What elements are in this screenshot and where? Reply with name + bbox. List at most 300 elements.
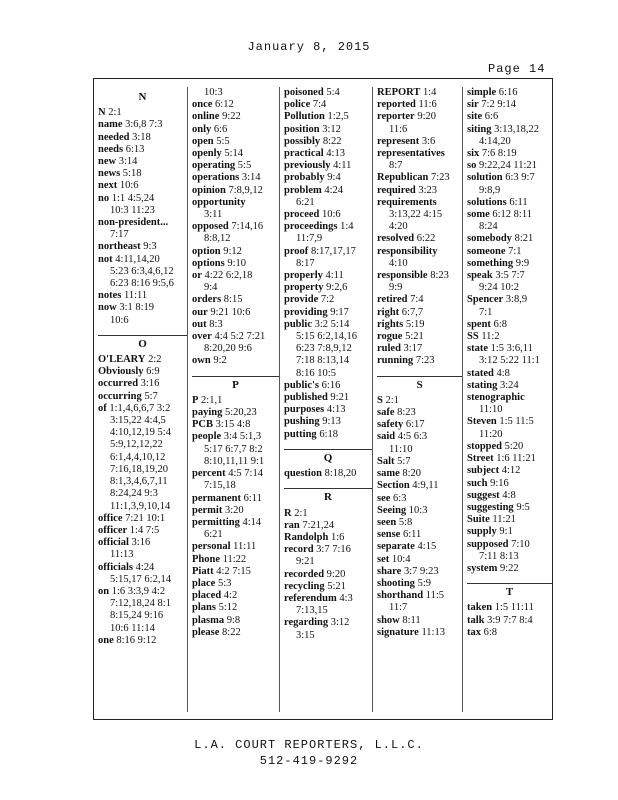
entry-word: Spencer [467,294,504,306]
entry-refs: 11:2 [481,331,500,343]
entry-refs: 2:1 [294,507,308,519]
word-index-box [93,78,553,720]
entry-continuation: 4:10,12,19 5:4 [110,427,171,439]
entry-refs: 1:4 [423,87,437,98]
index-entry [467,602,552,614]
entry-refs: 6:16 [498,87,518,98]
entry-refs: 6:6 [213,123,228,135]
entry-refs: 4:2 7:15 [216,565,251,577]
entry-refs: 5:21 [327,580,346,592]
index-entry [377,355,462,367]
entry-word: putting [284,428,317,440]
entry-refs: 11:13 [421,626,445,638]
index-entry [284,468,372,480]
entry-refs: 6:16 [321,379,341,391]
entry-word: orders [192,294,222,306]
entry-refs: 10:4 [391,553,411,565]
entry-continuation: 10:6 [110,314,129,326]
entry-word: regarding [284,617,329,629]
entry-refs: 2:2 [148,354,162,366]
entry-word: poisoned [284,87,324,98]
entry-refs: 4:5 7:14 [228,468,263,480]
index-entry [377,319,462,331]
entry-refs: 4:2 [223,590,238,602]
entry-word: plasma [192,614,225,626]
index-entry [98,156,187,168]
entry-word: one [98,634,114,646]
index-entry [467,111,552,123]
index-entry [467,627,552,639]
entry-word: place [192,577,216,589]
entry-word: stopped [467,440,503,452]
entry-refs: 7:4 [410,294,424,306]
entry-refs: 8:22 [222,626,241,638]
index-entry [467,160,552,172]
index-entry [192,172,279,184]
entry-word: spent [467,318,491,330]
entry-continuation: 7:13,15 [296,605,328,617]
entry-word: right [377,306,400,318]
entry-word: officer [98,524,128,536]
index-entry [467,380,552,392]
entry-word: Salt [377,455,395,467]
entry-continuation: 3:15,22 4:4,5 [110,415,166,427]
entry-refs: 3:14 [118,156,138,168]
entry-refs: 11:11 [123,290,148,302]
entry-continuation: 6:23 8:16 9:5,6 [110,278,174,290]
entry-word: property [284,282,324,294]
entry-refs: 8:23 [430,270,449,282]
entry-refs: 6:11 [243,492,262,504]
entry-word: speak [467,270,493,282]
index-entry [98,254,187,266]
entry-refs: 7:21,24 [302,519,335,531]
index-entry [467,99,552,111]
entry-refs: 3:8,9 [505,294,528,306]
entry-word: solution [467,172,503,184]
entry-word: permit [192,504,223,516]
entry-refs: 3:17 [403,343,423,355]
entry-word: police [284,99,311,111]
entry-word: published [284,392,328,404]
entry-refs: 9:8 [226,614,241,626]
entry-word: Randolph [284,531,329,543]
entry-continuation: 3:11 [204,209,223,221]
entry-word: O'LEARY [98,354,146,366]
index-entry [284,520,372,532]
entry-word: shorthand [377,590,424,602]
entry-refs: 10:3 [408,504,428,516]
entry-word: siting [467,123,492,135]
entry-refs: 4:5 6:3 [397,431,428,443]
entry-continuation: 8:8,12 [204,233,231,245]
entry-refs: 11:11 [233,541,257,553]
entry-word: tax [467,626,481,638]
entry-word: plans [192,602,216,614]
entry-refs: 1:5 11:11 [494,602,534,614]
index-entry [98,635,187,647]
entry-continuation: 8:17 [296,257,315,269]
entry-refs: 5:19 [405,318,425,330]
entry-word: Seeing [377,504,407,516]
entry-refs: 7:2 [320,294,335,306]
entry-word: northeast [98,241,141,253]
index-entry [98,241,187,253]
index-entry [192,136,279,148]
entry-word: rogue [377,331,403,343]
entry-refs: 9:9 [515,257,530,269]
entry-word: provide [284,294,319,306]
entry-word: R [284,507,292,519]
entry-word: proceed [284,209,320,221]
index-entry [377,468,462,480]
index-column-5 [462,87,552,712]
entry-refs: 5:18 [122,168,142,180]
entry-refs: 1:2,5 [327,111,349,123]
entry-refs: 7:14,16 [231,221,264,233]
entry-word: probably [284,172,325,184]
entry-refs: 7:8,9,12 [228,184,263,196]
entry-refs: 4:13 [326,148,345,160]
entry-refs: 9:17 [330,306,349,318]
entry-word: providing [284,306,328,318]
entry-word: stated [467,367,494,379]
index-entry [192,566,279,578]
entry-refs: 7:6 8:19 [481,148,517,160]
footer-company: L.A. COURT REPORTERS, L.L.C. [194,738,424,752]
index-entry [467,233,552,245]
entry-word: Pollution [284,111,325,123]
index-entry [467,539,552,551]
entry-word: news [98,168,121,180]
index-entry [377,493,462,505]
entry-refs: 4:8 [502,489,516,501]
index-entry [98,302,187,314]
index-entry [192,615,279,627]
entry-word: needs [98,143,124,155]
index-entry [98,366,187,378]
entry-word: reported [377,99,416,111]
index-entry [284,508,372,520]
index-entry [377,505,462,517]
entry-word: on [98,585,110,597]
index-entry [192,160,279,172]
entry-word: opportunity [192,196,246,208]
index-entry [192,258,279,270]
entry-word: somebody [467,233,512,245]
index-entry [467,148,552,160]
index-entry [98,290,187,302]
entry-refs: 4:13 [326,404,346,416]
entry-word: same [377,468,400,480]
entry-word: Street [467,453,494,465]
index-entry [377,566,462,578]
entry-word: opinion [192,184,226,196]
index-entry [98,378,187,390]
entry-refs: 1:6 3:3,9 4:2 [111,585,166,597]
entry-continuation: 6:21 [296,196,315,208]
entry-refs: 7:21 10:1 [125,512,166,524]
entry-word: recycling [284,580,325,592]
entry-continuation: 11:10 [389,443,413,455]
index-entry [467,416,552,428]
entry-continuation: 7:11 8:13 [479,550,519,562]
entry-word: people [192,431,222,443]
entry-refs: 5:14 [224,148,244,160]
index-entry [377,517,462,529]
entry-refs: 5:20 [504,440,524,452]
entry-word: taken [467,602,493,614]
index-entry [284,282,372,294]
entry-word: system [467,562,498,574]
entry-refs: 4:12 [501,465,521,477]
entry-continuation: 11:6 [389,123,408,135]
entry-refs: 5:5 [237,160,252,172]
entry-refs: 3:23 [418,184,437,196]
index-entry [377,233,462,245]
index-entry [377,627,462,639]
entry-continuation: 11:7 [389,602,408,614]
index-entry [192,505,279,517]
entry-word: placed [192,590,222,602]
entry-word: show [377,614,400,626]
entry-word: of [98,402,107,414]
entry-continuation: 3:12 5:22 11:1 [479,355,540,367]
entry-word: open [192,135,214,147]
entry-word: REPORT [377,87,421,98]
index-entry [284,160,372,172]
index-entry [377,395,462,407]
index-entry [284,185,372,197]
entry-refs: 4:9,11 [412,480,439,492]
index-entry [284,569,372,581]
index-entry [377,456,462,468]
entry-continuation: 8:7 [389,160,403,172]
entry-word: no [98,192,110,204]
entry-word: name [98,119,123,131]
entry-word: referendum [284,592,337,604]
entry-refs: 5:12 [218,602,238,614]
index-entry [284,172,372,184]
entry-word: occurred [98,378,139,390]
entry-refs: 3:1 8:19 [119,302,155,314]
entry-word: pushing [284,416,320,428]
section-letter: N [138,91,147,103]
entry-word: suggesting [467,501,514,513]
entry-continuation: 8:16 10:5 [296,367,336,379]
entry-refs: 8:3 [209,318,223,330]
entry-refs: 4:24 [324,184,344,196]
entry-word: separate [377,541,415,553]
index-entry [284,392,372,404]
index-entry [284,111,372,123]
entry-word: such [467,477,488,489]
entry-refs: 6:13 [125,143,145,155]
entry-continuation: 10:6 11:14 [110,622,155,634]
entry-refs: 8:21 [514,233,534,245]
index-entry [467,209,552,221]
entry-word: recorded [284,568,325,580]
entry-refs: 8:18,20 [324,468,357,480]
index-column-4 [372,87,462,712]
index-entry [377,541,462,553]
index-entry [467,502,552,514]
index-entry [377,99,462,111]
entry-word: opposed [192,221,229,233]
section-letter: T [467,583,552,598]
index-entry [377,578,462,590]
entry-refs: 4:22 6:2,18 [204,270,253,282]
entry-refs: 5:3 [217,577,232,589]
entry-refs: 8:23 [397,407,416,419]
entry-refs: 6:8 [483,626,498,638]
header-date: January 8, 2015 [247,40,371,54]
entry-word: said [377,431,396,443]
index-entry [284,221,372,233]
entry-refs: 3:16 [140,378,160,390]
index-entry [284,617,372,629]
index-entry [284,124,372,136]
index-entry [377,407,462,419]
entry-continuation: 11:20 [479,428,503,440]
entry-word: something [467,257,514,269]
index-entry [377,554,462,566]
entry-word: stating [467,379,498,391]
entry-word: needed [98,131,130,143]
entry-refs: 7:23 [415,355,435,367]
entry-refs: 8:17,17,17 [310,245,356,257]
entry-refs: 9:16 [490,477,509,489]
index-entry [192,355,279,367]
entry-word: solutions [467,196,507,208]
index-entry [192,590,279,602]
entry-word: operating [192,160,236,172]
entry-refs: 9:3 [143,241,157,253]
entry-word: please [192,626,220,638]
section-letter: P [192,376,279,391]
entry-word: record [284,544,314,556]
entry-continuation: 7:16,18,19,20 [110,463,169,475]
index-entry [98,354,187,366]
index-entry [284,270,372,282]
entry-word: so [467,160,477,172]
index-entry [377,172,462,184]
entry-continuation: 8:24,24 9:3 [110,488,158,500]
entry-refs: 5:4 [326,87,340,98]
entry-refs: 9:22 [222,111,241,123]
index-entry [98,586,187,598]
index-entry [284,319,372,331]
index-entry [377,431,462,443]
entry-refs: 7:4 [312,99,327,111]
index-entry [377,111,462,123]
section-letter: Q [284,449,372,464]
entry-word: public [284,318,313,330]
entry-word: permanent [192,492,241,504]
entry-word: non-president... [98,217,169,229]
entry-refs: 3:6,8 7:3 [125,119,163,131]
index-entry [467,124,552,136]
index-entry [284,246,372,258]
index-entry [467,270,552,282]
index-entry [98,193,187,205]
entry-refs: 3:14 [241,172,261,184]
entry-refs: 5:21 [405,331,424,343]
entry-refs: 9:2,6 [326,282,348,294]
entry-word: ran [284,519,300,531]
entry-continuation: 8:20,20 9:6 [204,343,252,355]
entry-word: site [467,111,483,123]
entry-refs: 8:11 [402,614,421,626]
entry-continuation: 10:3 11:23 [110,204,155,216]
index-entry [467,246,552,258]
index-entry [377,87,462,99]
index-entry [192,111,279,123]
entry-continuation: 3:15 [296,629,315,641]
index-entry [192,541,279,553]
entry-continuation: 8:24 [479,221,498,233]
entry-word: resolved [377,233,415,245]
index-entry [377,294,462,306]
entry-refs: 7:2 9:14 [481,99,517,111]
page-number: Page 14 [488,62,546,76]
entry-word: Section [377,480,410,492]
index-entry [98,168,187,180]
entry-refs: 9:20 [417,111,436,123]
index-entry [192,554,279,566]
index-entry [377,615,462,627]
entry-refs: 3:20 [224,504,244,516]
index-entry [192,493,279,505]
entry-refs: 3:24 [499,379,519,391]
entry-continuation: 6:21 [204,529,223,541]
index-entry [284,544,372,556]
index-entry [467,294,552,306]
entry-word: S [377,394,383,406]
entry-word: over [192,331,212,343]
index-entry [284,136,372,148]
entry-refs: 5:5 [216,135,230,147]
entry-refs: 9:4 [327,172,341,184]
index-entry [284,380,372,392]
index-entry [284,404,372,416]
entry-word: public's [284,379,320,391]
entry-word: paying [192,407,223,419]
index-entry [467,343,552,355]
entry-word: state [467,343,488,355]
entry-refs: 6:7,7 [401,306,424,318]
index-entry [98,180,187,192]
index-entry [192,124,279,136]
index-entry [284,99,372,111]
index-entry [98,144,187,156]
entry-refs: 10:6 [322,209,341,221]
entry-continuation: 9:24 10:2 [479,282,519,294]
index-entry [377,148,462,160]
entry-word: own [192,355,211,367]
index-entry [192,185,279,197]
entry-word: proceedings [284,221,338,233]
entry-word: previously [284,160,331,172]
entry-word: suggest [467,489,500,501]
entry-refs: 9:22,24 11:21 [478,160,537,172]
entry-word: retired [377,294,408,306]
index-entry [192,294,279,306]
entry-word: Suite [467,514,490,526]
entry-word: shooting [377,577,415,589]
entry-word: once [192,99,213,111]
entry-refs: 9:5 [516,501,530,513]
